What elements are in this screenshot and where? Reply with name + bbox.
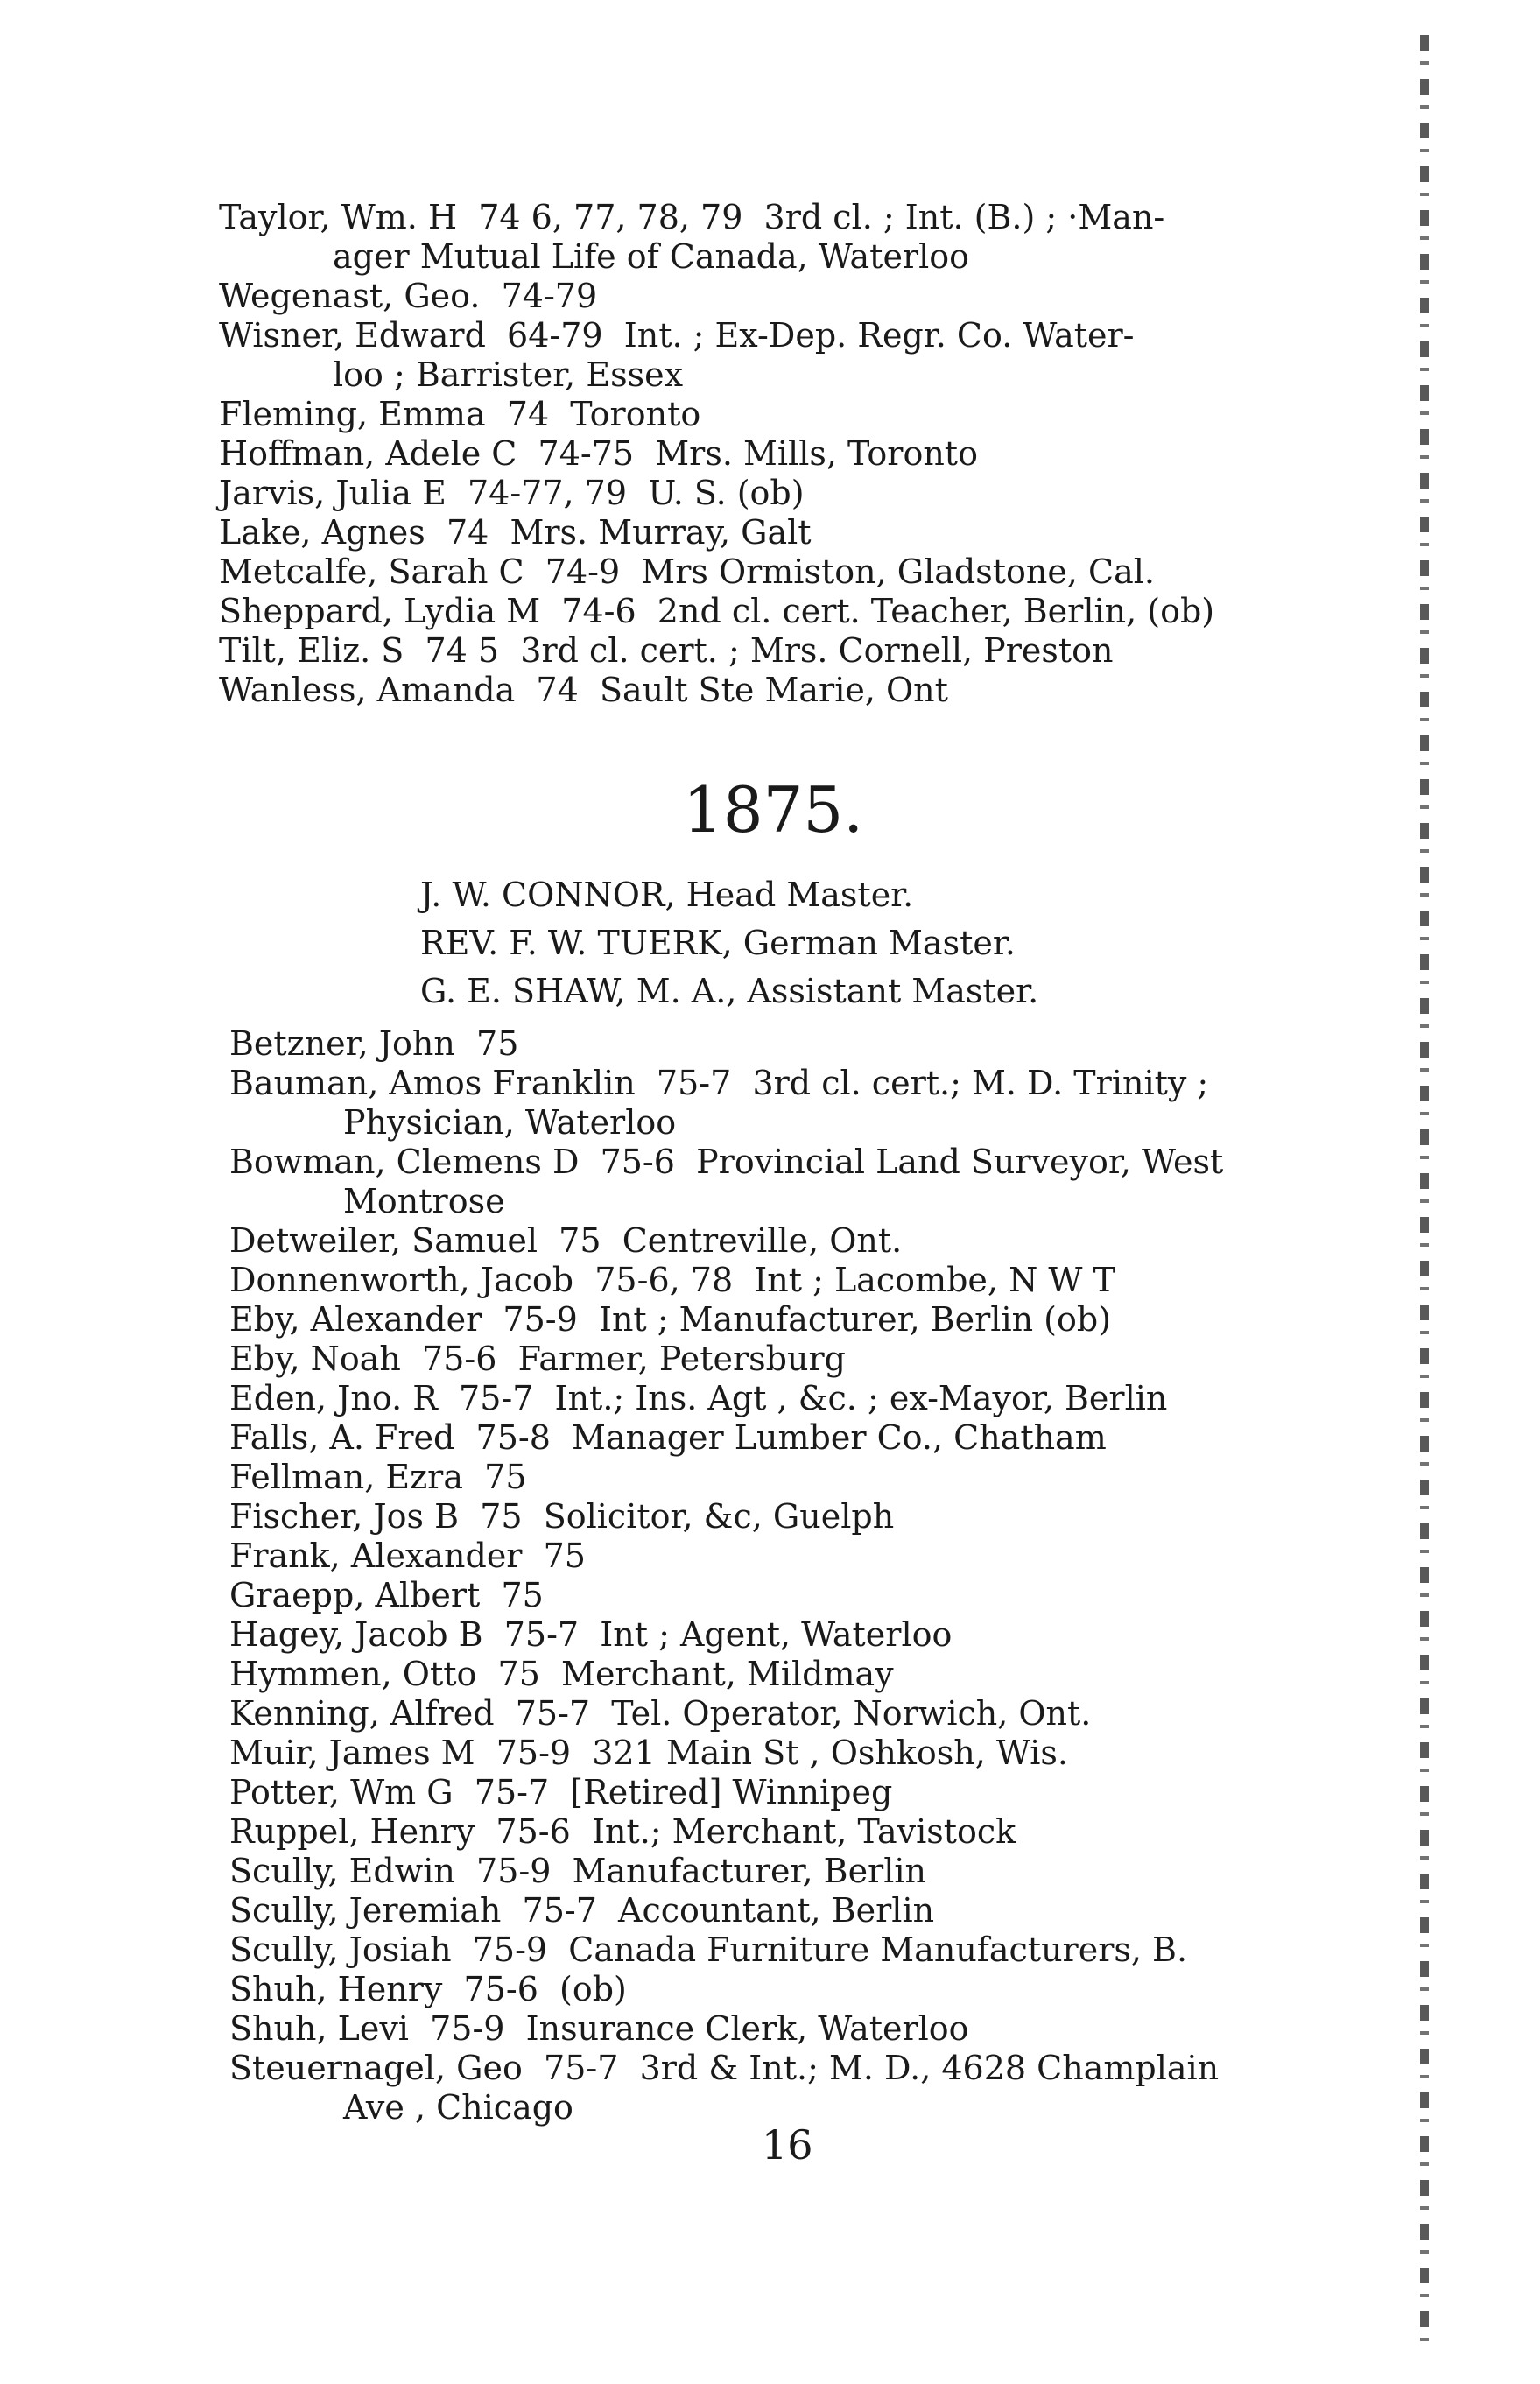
entry-continuation: ager Mutual Life of Canada, Waterloo <box>333 237 970 276</box>
entry-line: Fischer, Jos B 75 Solicitor, &c, Guelph <box>229 1497 895 1536</box>
entry-line: Taylor, Wm. H 74 6, 77, 78, 79 3rd cl. ; Int. (B.) ; ·Man- <box>219 198 1165 236</box>
list-item <box>219 316 1214 395</box>
entry-line: Hoffman, Adele C 74-75 Mrs. Mills, Toronto <box>219 434 978 473</box>
entry-line: Metcalfe, Sarah C 74-9 Mrs Ormiston, Gladstone, Cal. <box>219 552 1155 591</box>
list-item <box>229 1537 1223 1576</box>
entry-line: Frank, Alexander 75 <box>229 1537 586 1575</box>
list-item <box>229 1143 1223 1221</box>
list-item <box>219 631 1214 671</box>
list-item <box>229 1379 1223 1418</box>
list-item <box>219 277 1214 316</box>
entry-line: Eden, Jno. R 75-7 Int.; Ins. Agt , &c. ; ex-Mayor, Berlin <box>229 1379 1168 1417</box>
entry-line: Scully, Josiah 75-9 Canada Furniture Manufacturers, B. <box>229 1930 1188 1969</box>
entry-continuation: loo ; Barrister, Essex <box>333 355 684 394</box>
entry-line: Wanless, Amanda 74 Sault Ste Marie, Ont <box>219 671 948 709</box>
entry-continuation: Physician, Waterloo <box>343 1103 677 1142</box>
entry-line: Detweiler, Samuel 75 Centreville, Ont. <box>229 1221 903 1260</box>
list-item <box>229 1458 1223 1497</box>
list-item <box>229 1812 1223 1852</box>
list-item <box>219 474 1214 513</box>
list-item <box>219 552 1214 592</box>
list-item <box>219 671 1214 710</box>
list-item <box>229 1891 1223 1930</box>
list-item <box>229 1024 1223 1064</box>
entry-line: Shuh, Henry 75-6 (ob) <box>229 1970 627 2008</box>
list-item <box>229 1418 1223 1458</box>
entry-line: Betzner, John 75 <box>229 1024 519 1063</box>
entry-line: Jarvis, Julia E 74-77, 79 U. S. (ob) <box>219 474 805 512</box>
entry-line: Graepp, Albert 75 <box>229 1576 544 1614</box>
entries-1874 <box>219 198 1214 710</box>
entry-line: Kenning, Alfred 75-7 Tel. Operator, Norwich, Ont. <box>229 1694 1092 1733</box>
list-item <box>229 1930 1223 1970</box>
list-item <box>229 2049 1223 2127</box>
list-item <box>229 2009 1223 2049</box>
entry-line: Hagey, Jacob B 75-7 Int ; Agent, Waterloo <box>229 1615 953 1654</box>
list-item <box>229 1221 1223 1261</box>
list-item <box>229 1064 1223 1143</box>
list-item <box>229 1733 1223 1773</box>
entry-line: Scully, Jeremiah 75-7 Accountant, Berlin <box>229 1891 935 1930</box>
entry-line: Tilt, Eliz. S 74 5 3rd cl. cert. ; Mrs. Cornell, Preston <box>219 631 1114 670</box>
list-item <box>229 1852 1223 1891</box>
entry-continuation: Montrose <box>343 1182 505 1220</box>
entry-line: Steuernagel, Geo 75-7 3rd & Int.; M. D., 4628 Champlain <box>229 2049 1220 2087</box>
entry-line: Wisner, Edward 64-79 Int. ; Ex-Dep. Regr. Co. Water- <box>219 316 1135 355</box>
entry-line: Ruppel, Henry 75-6 Int.; Merchant, Tavistock <box>229 1812 1016 1851</box>
entry-line: Wegenast, Geo. 74-79 <box>219 277 598 315</box>
entry-line: Eby, Noah 75-6 Farmer, Petersburg <box>229 1340 846 1378</box>
entry-line: Fellman, Ezra 75 <box>229 1458 527 1496</box>
year-heading: 1875. <box>683 773 864 847</box>
entry-line: Bowman, Clemens D 75-6 Provincial Land Surveyor, West <box>229 1143 1224 1181</box>
entries-1875 <box>229 1024 1223 2127</box>
list-item <box>229 1970 1223 2009</box>
entry-line: Falls, A. Fred 75-8 Manager Lumber Co., Chatham <box>229 1418 1107 1457</box>
page-edge-shadow <box>1420 35 1429 2346</box>
list-item <box>229 1300 1223 1340</box>
list-item <box>219 513 1214 552</box>
entry-line: Bauman, Amos Franklin 75-7 3rd cl. cert.; M. D. Trinity ; <box>229 1064 1209 1102</box>
entry-line: Potter, Wm G 75-7 [Retired] Winnipeg <box>229 1773 893 1811</box>
entry-line: Sheppard, Lydia M 74-6 2nd cl. cert. Teacher, Berlin, (ob) <box>219 592 1215 630</box>
staff-line: G. E. SHAW, M. A., Assistant Master. <box>420 972 1039 1010</box>
entry-line: Shuh, Levi 75-9 Insurance Clerk, Waterloo <box>229 2009 969 2048</box>
entry-line: Muir, James M 75-9 321 Main St , Oshkosh, Wis. <box>229 1733 1068 1772</box>
staff-list <box>420 871 1038 1016</box>
list-item <box>229 1576 1223 1615</box>
staff-line: J. W. CONNOR, Head Master. <box>420 876 914 914</box>
staff-line: REV. F. W. TUERK, German Master. <box>420 924 1016 962</box>
list-item <box>219 434 1214 474</box>
entry-line: Fleming, Emma 74 Toronto <box>219 395 701 433</box>
list-item <box>229 1615 1223 1655</box>
list-item <box>229 1773 1223 1812</box>
list-item <box>229 1340 1223 1379</box>
list-item <box>219 198 1214 277</box>
entry-line: Hymmen, Otto 75 Merchant, Mildmay <box>229 1655 894 1693</box>
list-item <box>229 1261 1223 1300</box>
list-item <box>229 1497 1223 1537</box>
entry-line: Scully, Edwin 75-9 Manufacturer, Berlin <box>229 1852 926 1890</box>
entry-continuation: Ave , Chicago <box>343 2088 573 2127</box>
page-number: 16 <box>762 2121 813 2169</box>
list-item <box>219 395 1214 434</box>
list-item <box>229 1655 1223 1694</box>
entry-line: Lake, Agnes 74 Mrs. Murray, Galt <box>219 513 812 552</box>
list-item <box>229 1694 1223 1733</box>
list-item <box>219 592 1214 631</box>
entry-line: Eby, Alexander 75-9 Int ; Manufacturer, Berlin (ob) <box>229 1300 1112 1339</box>
entry-line: Donnenworth, Jacob 75-6, 78 Int ; Lacombe, N W T <box>229 1261 1115 1299</box>
